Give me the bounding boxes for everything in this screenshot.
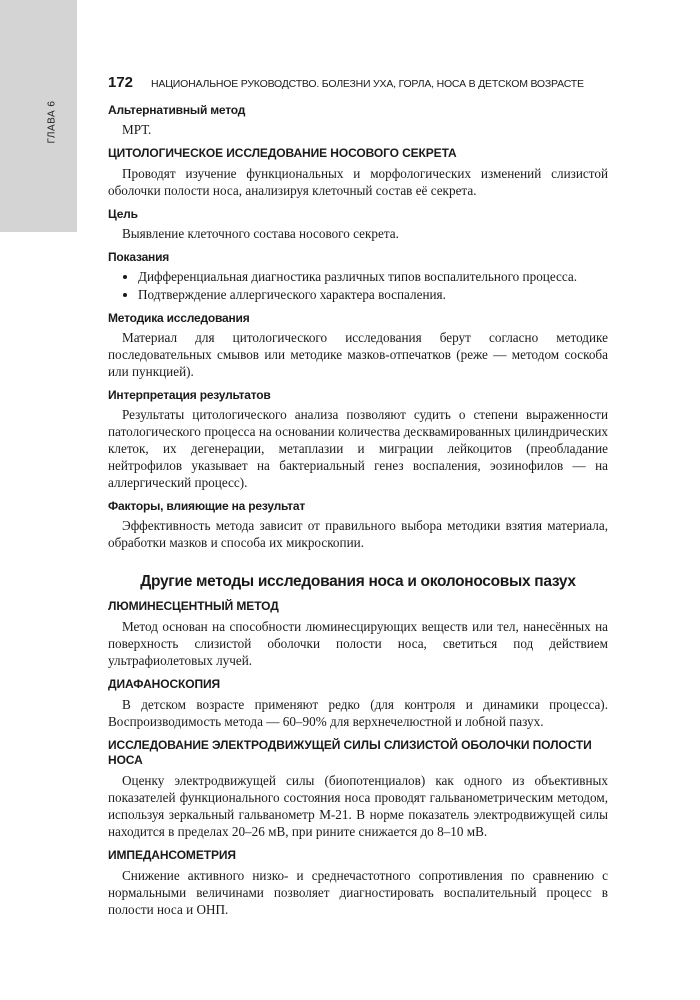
method-text: Материал для цитологического исследования берут согласно методике последовательных смывов или методике мазков-отпечатков (реже — методом соскоба или пункцией).: [108, 330, 608, 379]
diaphanoscopy-text: В детском возрасте применяют редко (для контроля и динамики процесса). Воспроизводимость метода — 60–90% для верхнечелюстной и лобной пазух.: [108, 697, 608, 729]
luminescent-text: Метод основан на способности люминесцирующих веществ или тел, нанесённых на поверхность слизистой оболочки полости носа, светиться под действием ультрафиолетовых лучей.: [108, 619, 608, 668]
chapter-label: ГЛАВА 6: [46, 100, 58, 144]
emf-text: Оценку электродвижущей силы (биопотенциалов) как одного из объективных показателей функционального состояния носа проводят гальванометрическим методом, используя зеркальный гальванометр М-21. В норме показатель электродвижущей силы находится в пределах 20–26 мВ, при рините снижается до 8–10 мВ.: [108, 773, 608, 839]
interpretation-heading: Интерпретация результатов: [108, 388, 271, 402]
luminescent-heading: ЛЮМИНЕСЦЕНТНЫЙ МЕТОД: [108, 599, 279, 613]
list-item: • Дифференциальная диагностика различных типов воспалительного процесса.: [138, 268, 608, 285]
goal-text: Выявление клеточного состава носового секрета.: [122, 226, 399, 241]
goal-heading: Цель: [108, 207, 138, 221]
impedance-text: Снижение активного низко- и среднечастотного сопротивления по сравнению с нормальными величинами позволяет диагностировать воспалительный процесс в полости носа и ОНП.: [108, 868, 608, 917]
alt-method-heading: Альтернативный метод: [108, 103, 246, 117]
diaphanoscopy-heading: ДИАФАНОСКОПИЯ: [108, 677, 221, 691]
chapter-side-tab: [0, 0, 77, 232]
indications-heading: Показания: [108, 250, 170, 264]
interpretation-text: Результаты цитологического анализа позволяют судить о степени выраженности патологического процесса на основании количества десквамированных цилиндрических клеток, их дегенерации, метаплазии и миграции лейкоцитов (преобладание нейтрофилов указывает на бактериальный генез воспаления, эозинофилов — на аллергический процесс).: [108, 407, 608, 490]
page-content: [108, 74, 608, 920]
cytology-heading: ЦИТОЛОГИЧЕСКОЕ ИССЛЕДОВАНИЕ НОСОВОГО СЕКРЕТА: [108, 146, 457, 160]
list-item: • Подтверждение аллергического характера воспаления.: [138, 286, 608, 303]
emf-heading: ИССЛЕДОВАНИЕ ЭЛЕКТРОДВИЖУЩЕЙ СИЛЫ СЛИЗИСТОЙ ОБОЛОЧКИ ПОЛОСТИ НОСА: [108, 738, 592, 767]
impedance-heading: ИМПЕДАНСОМЕТРИЯ: [108, 848, 236, 862]
factors-text: Эффективность метода зависит от правильного выбора методики взятия материала, обработки мазков и способа их микроскопии.: [108, 518, 608, 550]
running-header: [108, 74, 608, 91]
method-heading: Методика исследования: [108, 311, 250, 325]
running-title: НАЦИОНАЛЬНОЕ РУКОВОДСТВО. БОЛЕЗНИ УХА, ГОРЛА, НОСА В ДЕТСКОМ ВОЗРАСТЕ: [151, 78, 584, 90]
alt-method-text: МРТ.: [122, 122, 152, 137]
cytology-intro: Проводят изучение функциональных и морфологических изменений слизистой оболочки полости носа, анализируя клеточный состав её секрета.: [108, 166, 608, 198]
indications-list: [108, 268, 608, 303]
page-number: 172: [108, 74, 134, 91]
section-title: Другие методы исследования носа и околоносовых пазух: [140, 573, 576, 590]
factors-heading: Факторы, влияющие на результат: [108, 499, 306, 513]
